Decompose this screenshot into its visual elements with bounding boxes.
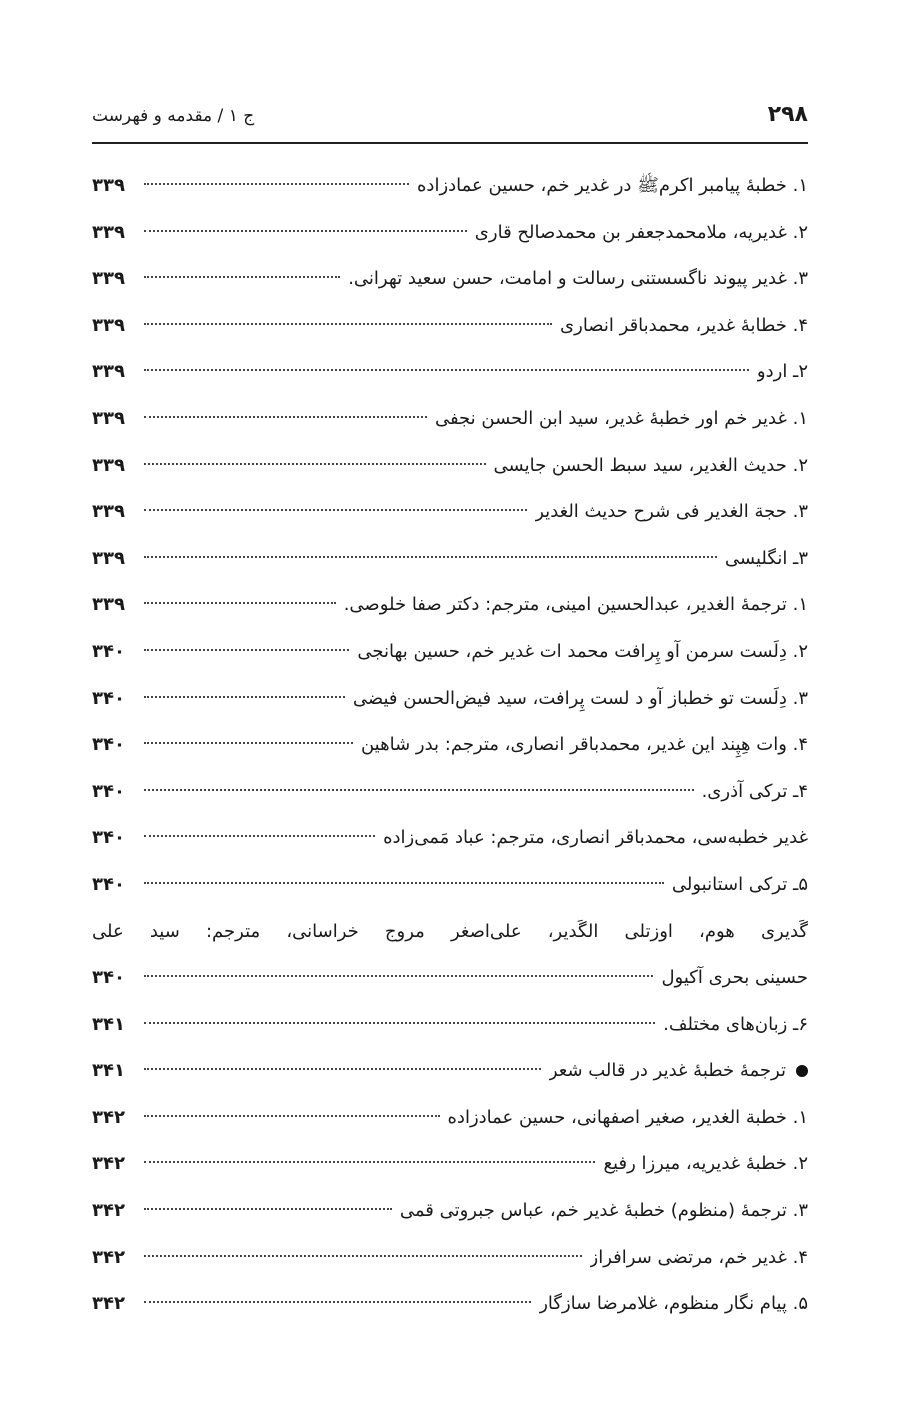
dot-leader [144,183,409,185]
entry-title: ۱. غدیر خم اور خطبهٔ غدیر، سید ابن الحسن نجفی [434,407,808,429]
dot-leader [144,602,336,604]
entry-title: ۱. خطبهٔ پیامبر اکرمﷺ در غدیر خم، حسین عمادزاده [417,175,808,196]
toc-entry [92,1281,808,1328]
entry-title: ۲. غدیریه، ملامحمدجعفر بن محمدصالح قاری [474,221,808,243]
entry-page: ۳۳۹ [92,501,125,523]
entry-title: غدیر خطبه‌سی، محمدباقر انصاری، مترجم: عباد مَمی‌زاده [383,827,808,849]
entry-page: ۳۴۰ [92,640,125,662]
entry-page: ۳۳۹ [92,547,125,569]
dot-leader [144,1255,582,1257]
entry-title: ۴. غدیر خم، مرتضی سرافراز [589,1246,808,1268]
toc-section [92,1002,808,1049]
dot-leader [144,276,340,278]
dot-leader [144,742,353,744]
entry-title: ۳. حجة الغدیر فی شرح حدیث الغدیر [535,501,808,523]
toc-entry [92,629,808,676]
page-header [92,92,808,144]
entry-title: ۲. خطبهٔ غدیریه، میرزا رفیع [603,1153,808,1175]
entry-page: ۳۳۹ [92,268,125,290]
toc-entry [92,815,808,862]
toc-entry-continuation [92,955,808,1002]
toc-section [92,536,808,583]
dot-leader [144,463,486,465]
entry-page: ۳۴۱ [92,1060,125,1082]
toc-entry [92,489,808,536]
entry-title: ۳. ترجمهٔ (منظوم) خطبهٔ غدیر خم، عباس جبروتی قمی [399,1200,808,1222]
section-title: ۲ـ اردو [756,361,808,383]
entry-page: ۳۴۰ [92,827,125,849]
entry-page: ۳۴۲ [92,1153,125,1175]
entry-title: ۲. دِلَست سرمن آو پِرافت محمد ات غدیر خم، حسین بهانجی [357,640,808,662]
entry-title: ۲. حدیث الغدیر، سید سبط الحسن جایسی [493,454,808,476]
entry-title: ۳. دِلَست تو خطباز آو د لست پِرافت، سید فیض‌الحسن فیضی [352,687,808,709]
entry-page: ۳۴۱ [92,1013,125,1035]
toc-section [92,862,808,909]
entry-page: ۳۴۲ [92,1106,125,1128]
toc-bullet-heading [92,1048,808,1095]
toc-section [92,349,808,396]
dot-leader [144,1068,541,1070]
section-title: ترجمهٔ خطبهٔ غدیر در قالب شعر [548,1060,786,1082]
dot-leader [144,1301,531,1303]
section-title: ۶ـ زبان‌های مختلف. [663,1013,808,1035]
entry-page: ۳۴۰ [92,687,125,709]
toc-entry [92,582,808,629]
toc-entry-first-line [92,909,808,956]
entry-page: ۳۴۲ [92,1200,125,1222]
entry-page: ۳۳۹ [92,221,125,243]
toc-entry [92,256,808,303]
toc-entry [92,1235,808,1282]
toc-entry [92,1141,808,1188]
bullet-icon [796,1065,808,1077]
dot-leader [144,696,345,698]
dot-leader [144,1115,440,1117]
dot-leader [144,369,749,371]
entry-page: ۳۳۹ [92,454,125,476]
toc-entry [92,163,808,210]
dot-leader [144,509,527,511]
entry-page: ۳۴۰ [92,734,125,756]
toc-entry [92,210,808,257]
dot-leader [144,416,427,418]
entry-page: ۳۳۹ [92,175,125,196]
dot-leader [144,882,664,884]
page-number: ۲۹۸ [767,102,808,127]
table-of-contents [92,163,808,1328]
dot-leader [144,649,349,651]
dot-leader [144,975,653,977]
entry-page: ۳۳۹ [92,407,125,429]
entry-page: ۳۳۹ [92,594,125,616]
dot-leader [144,835,375,837]
section-title: ۴ـ ترکی آذری. [701,780,808,802]
entry-title: ۵. پیام نگار منظوم، غلامرضا سازگار [539,1293,808,1315]
dot-leader [144,1161,595,1163]
entry-page: ۳۴۲ [92,1246,125,1268]
toc-entry [92,1188,808,1235]
toc-entry [92,722,808,769]
entry-page: ۳۴۰ [92,780,125,802]
entry-title: ۳. غدیر پیوند ناگسستنی رسالت و امامت، حسن سعید تهرانی. [348,268,808,290]
dot-leader [144,230,467,232]
entry-page: ۳۳۹ [92,314,125,336]
entry-title: گَدیری هوم، اوزتلی الگَدیر، علی‌اصغر مروج خراسانی، مترجم: سید علی [92,920,808,942]
dot-leader [144,789,694,791]
entry-title: حسینی بحری آکیول [661,967,808,989]
section-title: ۵ـ ترکی استانبولی [671,873,808,895]
dot-leader [144,556,717,558]
entry-title: ۱. خطبة الغدیر، صغیر اصفهانی، حسین عمادزاده [447,1106,808,1128]
dot-leader [144,323,552,325]
toc-entry [92,303,808,350]
toc-entry [92,396,808,443]
entry-title: ۴. خطابهٔ غدیر، محمدباقر انصاری [560,314,808,336]
entry-page: ۳۴۲ [92,1293,125,1315]
entry-page: ۳۳۹ [92,361,125,383]
entry-title: ۱. ترجمهٔ الغدیر، عبدالحسین امینی، مترجم: دکتر صفا خلوصی. [343,594,808,616]
dot-leader [144,1022,655,1024]
running-title: ج ۱ / مقدمه و فهرست [92,106,255,126]
entry-title: ۴. وات هِپِند این غدیر، محمدباقر انصاری، مترجم: بدر شاهین [360,734,808,756]
toc-entry [92,443,808,490]
section-title: ۳ـ انگلیسی [724,547,808,569]
entry-page: ۳۴۰ [92,873,125,895]
entry-page: ۳۴۰ [92,967,125,989]
toc-entry [92,676,808,723]
toc-section [92,769,808,816]
dot-leader [144,1208,392,1210]
toc-entry [92,1095,808,1142]
